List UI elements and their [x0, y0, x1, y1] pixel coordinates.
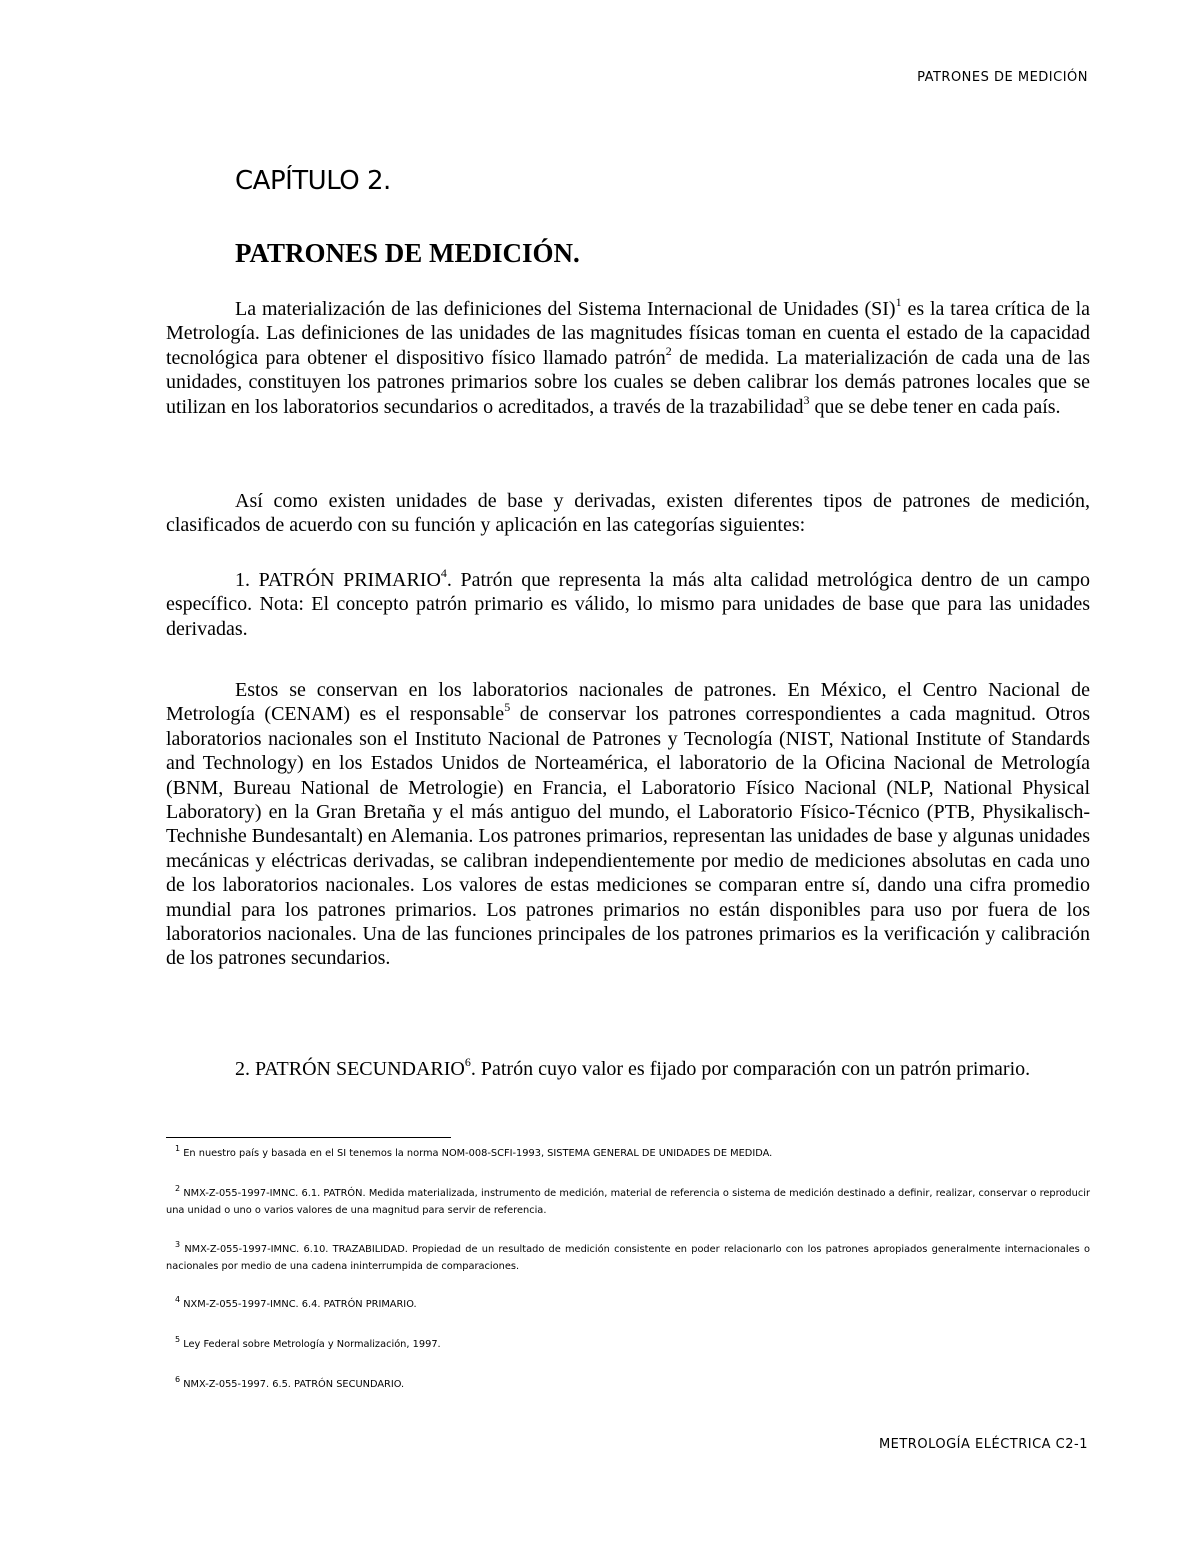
paragraph-text: 1. PATRÓN PRIMARIO [235, 569, 441, 591]
footnote-number: 5 [175, 1335, 181, 1344]
footnote-text: NXM-Z-055-1997-IMNC. 6.4. PATRÓN PRIMARIO. [183, 1299, 417, 1310]
footnote-ref: 6 [464, 1055, 471, 1069]
paragraph-text: que se debe tener en cada país. [809, 395, 1061, 418]
footnote-number: 3 [175, 1240, 181, 1249]
paragraph-text: La materialización de las definiciones del Sistema Internacional de Unidades (SI) [235, 298, 896, 320]
paragraph-intro [166, 297, 1090, 419]
footnote [166, 1241, 1090, 1275]
footnote [166, 1376, 1090, 1393]
paragraph-categories [166, 489, 1090, 538]
footnote-text: NMX-Z-055-1997. 6.5. PATRÓN SECUNDARIO. [183, 1379, 405, 1390]
footnote-number: 6 [175, 1375, 181, 1384]
footnote [166, 1145, 1090, 1162]
footnote-text: NMX-Z-055-1997-IMNC. 6.10. TRAZABILIDAD. Propiedad de un resultado de medición consistente en poder relacionarlo con los patrones apropiados generalmente internacionales o nacionales por medio de una cadena ininterrumpida de comparaciones. [166, 1244, 1090, 1272]
footnote-ref: 1 [895, 295, 902, 309]
footnote [166, 1336, 1090, 1353]
footnote-text: NMX-Z-055-1997-IMNC. 6.1. PATRÓN. Medida materializada, instrumento de medición, material de referencia o sistema de medición destinado a definir, realizar, conservar o reproducir una unidad o uno o varios valores de una magnitud para servir de referencia. [166, 1188, 1090, 1216]
running-header: PATRONES DE MEDICIÓN [917, 70, 1088, 85]
paragraph-secondary-standard [166, 1057, 1090, 1081]
chapter-label: CAPÍTULO 2. [235, 166, 391, 196]
paragraph-text: . Patrón cuyo valor es fijado por comparación con un patrón primario. [470, 1058, 1031, 1080]
footnote-number: 2 [175, 1184, 181, 1193]
paragraph-text: Estos se conservan en los laboratorios nacionales de patrones. En México, el Centro Nacional de Metrología (CENAM) es el responsable [166, 679, 1090, 726]
footnote [166, 1185, 1090, 1219]
running-footer: METROLOGÍA ELÉCTRICA C2-1 [878, 1437, 1088, 1452]
chapter-title: PATRONES DE MEDICIÓN. [235, 238, 580, 268]
footnote-text: En nuestro país y basada en el SI tenemos la norma NOM-008-SCFI-1993, SISTEMA GENERAL DE UNIDADES DE MEDIDA. [183, 1148, 773, 1159]
paragraph-text: . Patrón que representa la más alta calidad metrológica dentro de un campo específico. Nota: El concepto patrón primario es válido, lo mismo para unidades de base que para las unidades derivadas. [166, 569, 1091, 640]
footnote-number: 1 [175, 1144, 181, 1153]
footnote-ref: 4 [440, 566, 447, 580]
paragraph-text: es la tarea crítica de la Metrología. Las definiciones de las unidades de las magnitudes físicas toman en cuenta el estado de la capacidad tecnológica para obtener el dispositivo físico llamado patrón [166, 298, 1090, 369]
paragraph-national-labs [166, 678, 1090, 971]
paragraph-text: Así como existen unidades de base y derivadas, existen diferentes tipos de patrones de medición, clasificados de acuerdo con su función y aplicación en las categorías siguientes: [166, 490, 1090, 537]
footnote-ref: 3 [803, 392, 810, 407]
footnote-ref: 2 [665, 343, 672, 358]
footnote-text: Ley Federal sobre Metrología y Normalización, 1997. [183, 1339, 441, 1350]
footnote [166, 1296, 1090, 1313]
paragraph-text: de medida. La materialización de cada una de las unidades, constituyen los patrones primarios sobre los cuales se deben calibrar los demás patrones locales que se utilizan en los laboratorios secundarios o acreditados, a través de la trazabilidad [166, 346, 1091, 418]
paragraph-text: 2. PATRÓN SECUNDARIO [235, 1058, 465, 1080]
paragraph-primary-standard [166, 568, 1090, 641]
paragraph-text: de conservar los patrones correspondientes a cada magnitud. Otros laboratorios nacionales son el Instituto Nacional de Patrones y Tecnología (NIST, National Institute of Standards and Technology) en los Estados Unidos de Norteamérica, el laboratorio de la Oficina Nacional de Metrología (BNM, Bureau National de Metrologie) en Francia, el Laboratorio Físico Nacional (NLP, National Physical Laboratory) en la Gran Bretaña y el más antiguo del mundo, el Laboratorio Físico-Técnico (PTB, Physikalisch-Technishe Bundesantalt) en Alemania. Los patrones primarios, representan las unidades de base y algunas unidades mecánicas y eléctricas derivadas, se calibran independientemente por medio de mediciones absolutas en cada uno de los laboratorios nacionales. Los valores de estas mediciones se comparan entre sí, dando una cifra promedio mundial para los patrones primarios. Los patrones primarios no están disponibles para uso por fuera de los laboratorios nacionales. Una de las funciones principales de los patrones primarios es la verificación y calibración de los patrones secundarios. [166, 703, 1090, 970]
footnote-separator [166, 1137, 451, 1138]
footnote-number: 4 [175, 1295, 181, 1304]
footnote-ref: 5 [504, 700, 511, 715]
